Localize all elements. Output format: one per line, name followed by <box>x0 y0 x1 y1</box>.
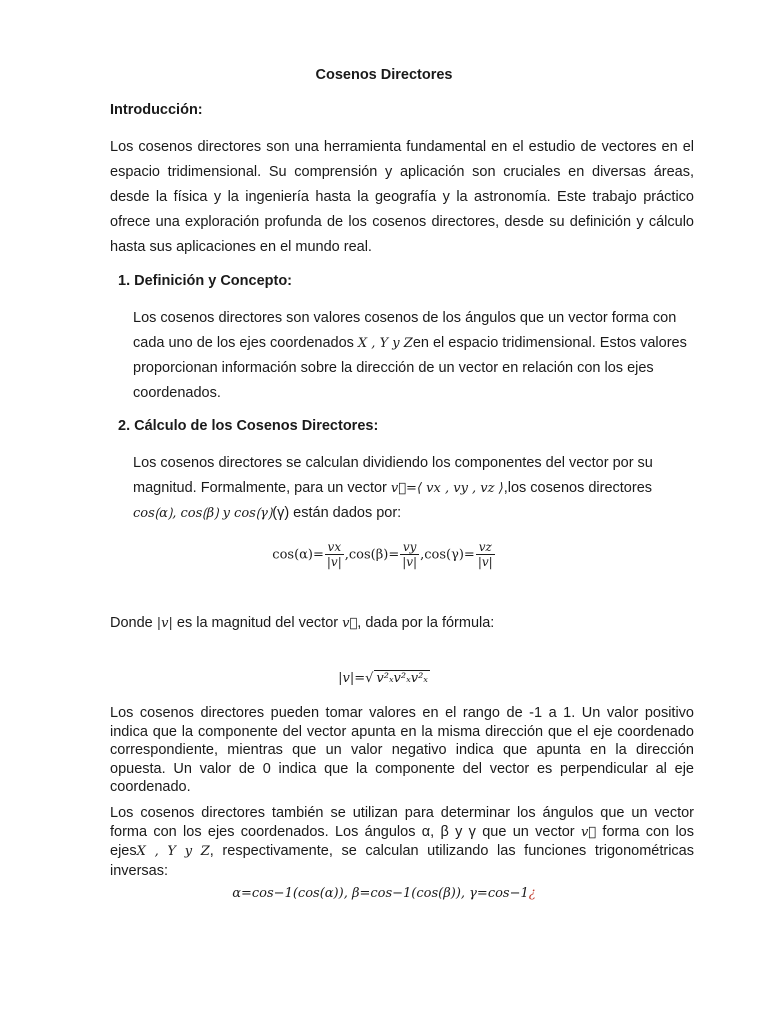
fraction-y-denominator: |v| <box>402 555 418 569</box>
section2-text-b: ,los cosenos directores <box>503 480 653 496</box>
fraction-x-numerator: vx <box>327 540 342 554</box>
section1-text-b: en el espacio tridimensional. Estos valores proporcionan información sobre la dirección de un vector en relación con los ejes coordenados. <box>133 335 687 401</box>
angles-text-c: , respectivamente, se calculan utilizando las funciones trigonométricas inversas: <box>110 843 694 879</box>
range-paragraph: Los cosenos directores pueden tomar valores en el rango de -1 a 1. Un valor positivo indica que la componente del vector apunta en la misma dirección que el eje coordenado correspondiente, mientras que un valor negativo indica que apunta en la dirección opuesta. Un valor de 0 indica que la componente del vector es perpendicular al eje coordenado. <box>110 705 694 795</box>
section2-heading: 2. Cálculo de los Cosenos Directores: <box>118 418 379 434</box>
magnitude-formula <box>0 670 768 686</box>
fraction-y <box>400 541 419 569</box>
angles-text-a: Los cosenos directores también se utilizan para determinar los ángulos que un vector forma con los ejes coordenados. Los ángulos α, β y γ que un vector <box>110 805 694 840</box>
donde-text-c: , dada por la fórmula: <box>357 615 495 631</box>
fraction-y-numerator: vy <box>402 540 417 554</box>
section2-paragraph <box>133 451 691 526</box>
section1-heading: 1. Definición y Concepto: <box>118 273 293 289</box>
angles-axes-math: X , Y y Z <box>136 844 210 859</box>
sqrt-symbol: √ <box>365 671 374 686</box>
donde-text-b: es la magnitud del vector <box>172 615 343 631</box>
cosines-formula <box>0 541 768 569</box>
angles-paragraph <box>110 804 694 880</box>
inverse-angles-formula <box>0 886 768 901</box>
fraction-z <box>476 541 495 569</box>
section1-axes-math: X , Y y Z <box>357 336 413 351</box>
magnitude-sentence <box>110 612 494 635</box>
magnitude-math: |v| <box>156 616 173 631</box>
angles-vector-math: v⃗ <box>580 824 597 840</box>
intro-paragraph: Los cosenos directores son una herramienta fundamental en el estudio de vectores en el espacio tridimensional. Su comprensión y aplicación son cruciales en diversas áreas, desde la física y la ingeniería hasta la geografía y la astronomía. Este trabajo práctico ofrece una exploración profunda de los cosenos directores, desde su definición y cálculo hasta sus aplicaciones en el mundo real. <box>110 139 694 255</box>
intro-heading: Introducción: <box>110 102 203 118</box>
magnitude-lhs: |v|= <box>338 671 366 686</box>
donde-text-a: Donde <box>110 615 157 631</box>
cos-alpha-label: cos(α)= <box>272 547 324 563</box>
inverse-angles-trailing: ¿ <box>528 886 536 901</box>
angles-text-b: forma con los ejes <box>110 823 695 859</box>
magnitude-radicand: v²ₓv²ₓv²ₓ <box>376 671 428 686</box>
section2-text-c: (γ) están dados por: <box>272 505 402 521</box>
section2-vector-math: v⃗=⟨ vx , vy , vz ⟩ <box>390 481 504 496</box>
fraction-z-denominator: |v| <box>477 555 493 569</box>
section2-cosines-math: cos⟮α⟯, cos⟮β⟯ y cos⟮γ⟯ <box>133 506 273 521</box>
fraction-x-denominator: |v| <box>326 555 342 569</box>
document-title: Cosenos Directores <box>315 67 453 83</box>
fraction-z-numerator: vz <box>478 540 492 554</box>
vector-v-math: v⃗ <box>342 616 358 631</box>
fraction-x <box>325 541 344 569</box>
cos-gamma-label: ,cos(γ)= <box>420 547 475 563</box>
inverse-angles-main: α=cos−1(cos(α)), β=cos−1(cos(β)), γ=cos−1 <box>232 886 529 901</box>
section2-text-a: Los cosenos directores se calculan dividiendo los componentes del vector por su magnitud. Formalmente, para un vector <box>133 455 653 496</box>
section1-paragraph <box>133 306 691 406</box>
section1-text-a: Los cosenos directores son valores cosenos de los ángulos que un vector forma con cada uno de los ejes coordenados <box>133 310 677 351</box>
cos-beta-label: ,cos(β)= <box>344 547 400 563</box>
